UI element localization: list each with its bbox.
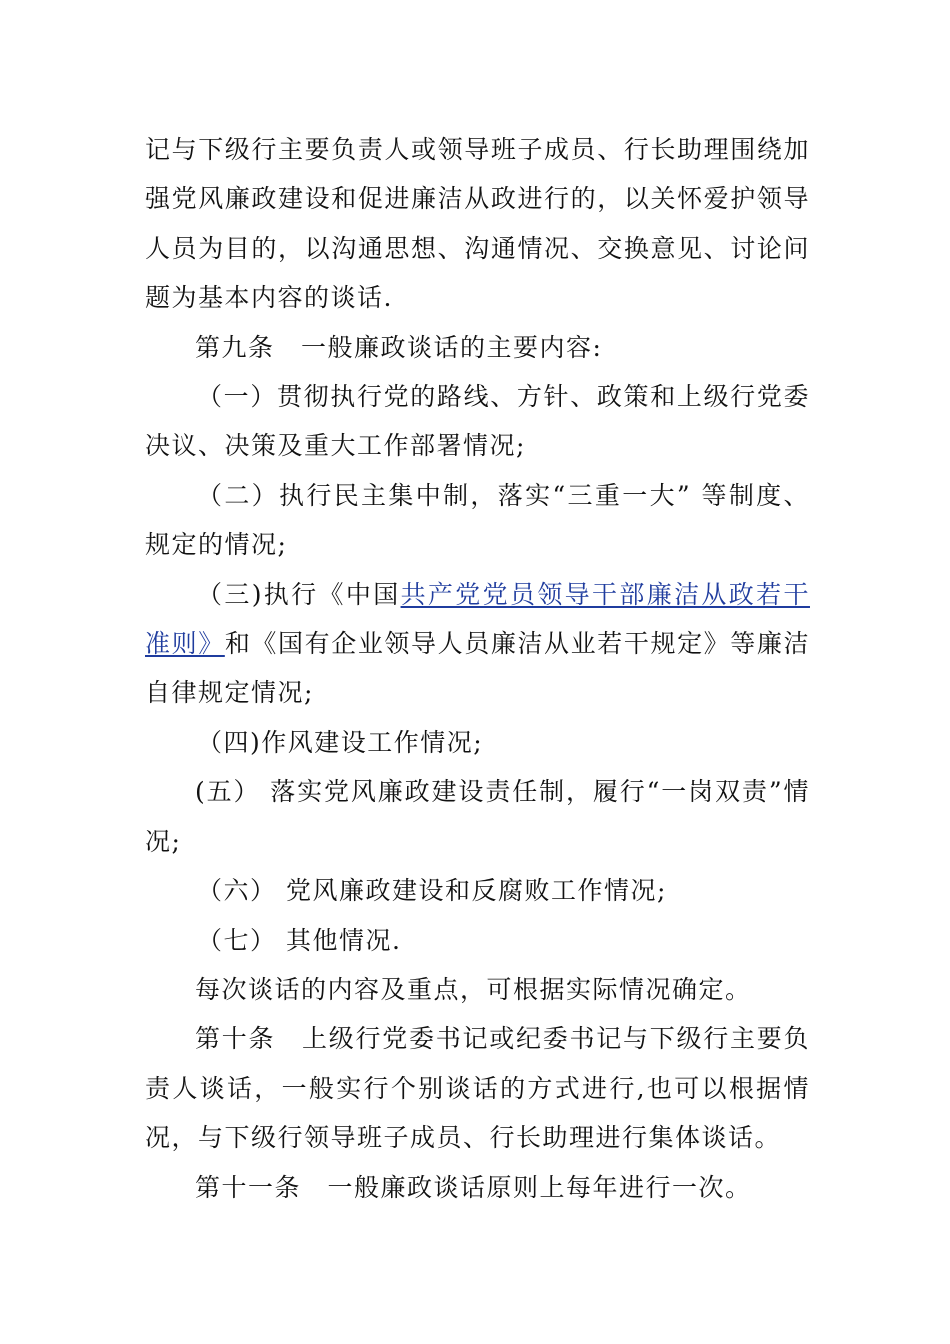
article-9-heading: 第九条 一般廉政谈话的主要内容: (195, 332, 603, 362)
article-10: 第十条 上级行党委书记或纪委书记与下级行主要负责人谈话，一般实行个别谈话的方式进行,也可以根据情况，与下级行领导班子成员、行长助理进行集体谈话。 (145, 1024, 810, 1153)
paragraph-continuation: 记与下级行主要负责人或领导班子成员、行长助理围绕加强党风廉政建设和促进廉洁从政进行的，以关怀爱护领导人员为目的，以沟通思想、沟通情况、交换意见、讨论问题为基本内容的谈话. (145, 135, 810, 313)
regulation-link[interactable]: 共产党党员领导干部廉洁从政若干准则》 (145, 579, 810, 659)
item-4: （四)作风建设工作情况; (197, 727, 484, 757)
document-body (145, 125, 810, 1212)
item-3-after-link: 和《国有企业领导人员廉洁从业若干规定》等廉洁自律规定情况; (145, 629, 810, 708)
item-3-before-link: （三)执行《中国 (197, 579, 401, 609)
item-7: （七） 其他情况. (197, 925, 402, 955)
article-11: 第十一条 一般廉政谈话原则上每年进行一次。 (195, 1172, 752, 1202)
item-2: （二）执行民主集中制，落实“三重一大” 等制度、规定的情况; (145, 480, 810, 560)
content-note: 每次谈话的内容及重点，可根据实际情况确定。 (195, 974, 752, 1004)
item-3 (145, 570, 810, 718)
item-5: (五） 落实党风廉政建设责任制，履行“一岗双责”情况; (145, 777, 810, 856)
item-6: （六） 党风廉政建设和反腐败工作情况; (197, 876, 667, 906)
item-1: （一）贯彻执行党的路线、方针、政策和上级行党委决议、决策及重大工作部署情况; (145, 382, 810, 461)
